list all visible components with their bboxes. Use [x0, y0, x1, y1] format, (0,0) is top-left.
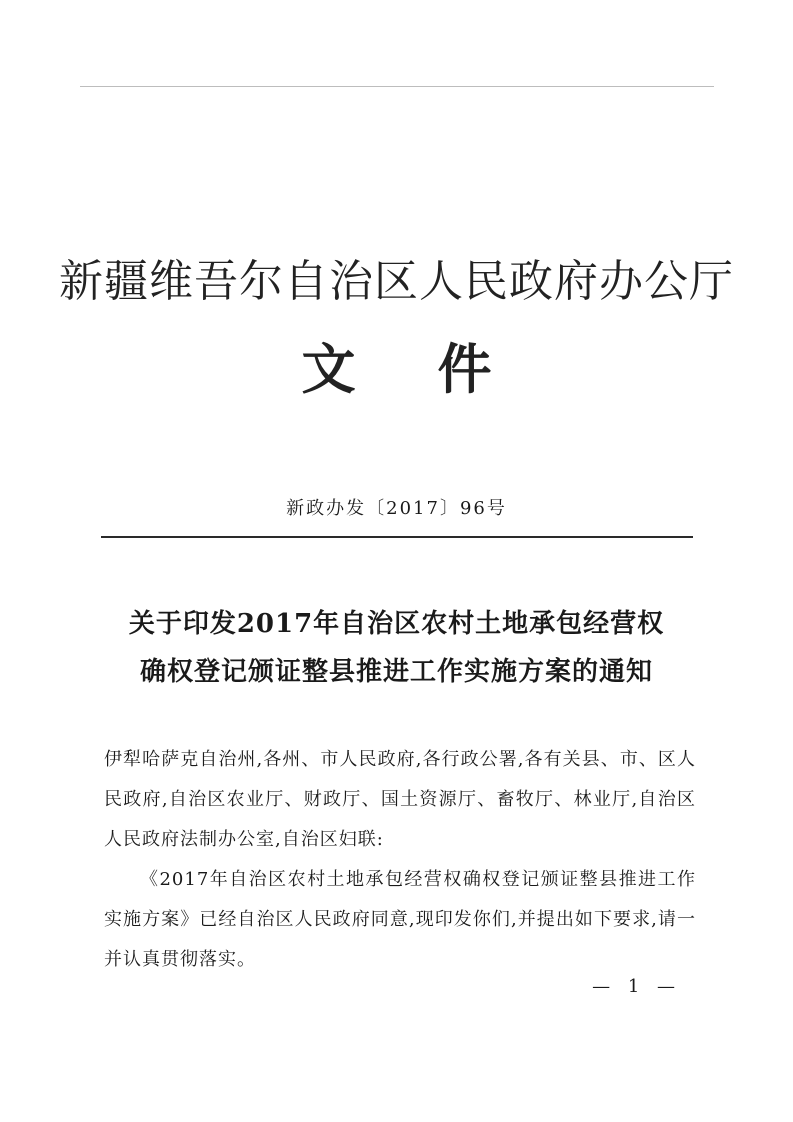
page-number: — 1 —	[592, 976, 681, 997]
document-number: 新政办发〔2017〕96号	[286, 498, 507, 519]
top-rule	[80, 86, 714, 87]
body-text	[104, 740, 696, 980]
document-type	[0, 334, 793, 406]
document-type-char-1: 文	[301, 338, 356, 401]
document-type-char-2: 件	[437, 338, 492, 401]
issuing-organization: 新疆维吾尔自治区人民政府办公厅	[59, 256, 734, 307]
addressees: 伊犁哈萨克自治州,各州、市人民政府,各行政公署,各有关县、市、区人民政府,自治区农业厅、财政厅、国土资源厅、畜牧厅、林业厅,自治区人民政府法制办公室,自治区妇联:	[104, 749, 696, 850]
notice-title-line-2: 确权登记颁证整县推进工作实施方案的通知	[139, 657, 653, 687]
notice-title-line-1: 关于印发2017年自治区农村土地承包经营权	[128, 609, 665, 639]
body-paragraph-1: 《2017年自治区农村土地承包经营权确权登记颁证整县推进工作实施方案》已经自治区人民政府同意,现印发你们,并提出如下要求,请一并认真贯彻落实。	[104, 869, 696, 970]
notice-title	[0, 600, 793, 696]
header-separator-rule	[101, 536, 693, 538]
